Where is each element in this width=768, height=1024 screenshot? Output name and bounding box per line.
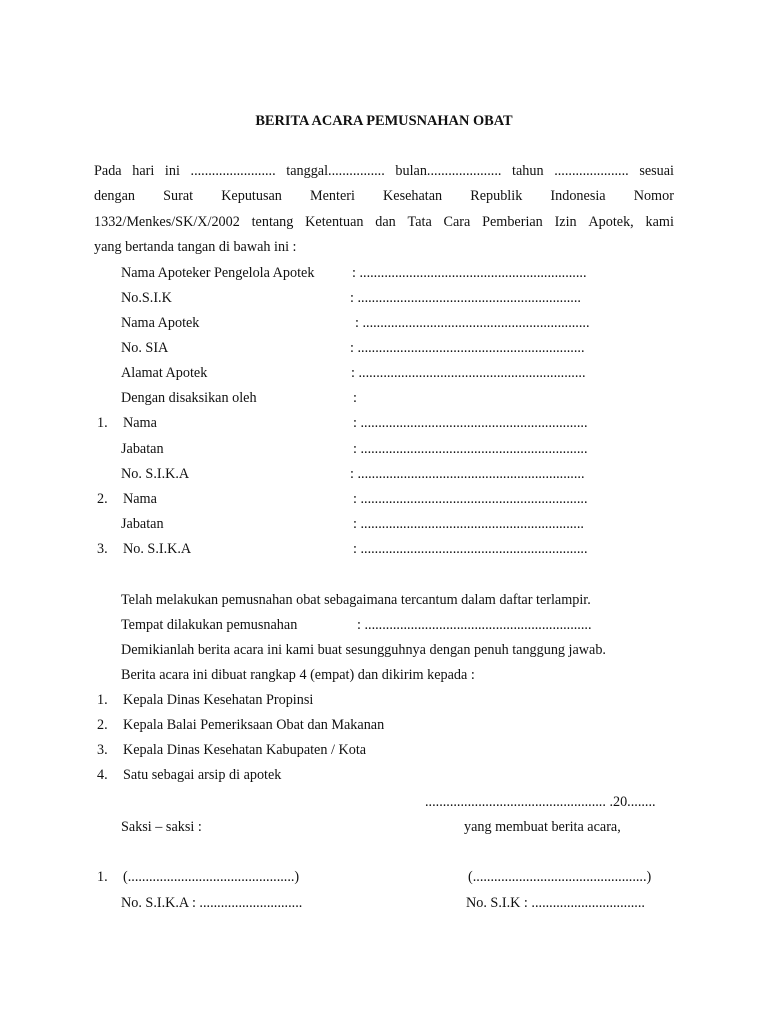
statement-demikian: Demikianlah berita acara ini kami buat sesungguhnya dengan penuh tanggung jawab. xyxy=(121,642,606,658)
intro-word: kami xyxy=(645,214,674,230)
field-value-disaksikan: : xyxy=(353,390,357,406)
intro-word: tanggal................ xyxy=(286,163,385,179)
intro-word: Indonesia xyxy=(550,188,606,204)
intro-line-2 xyxy=(94,189,674,203)
intro-word: Keputusan xyxy=(221,188,282,204)
field-label-apoteker: Nama Apoteker Pengelola Apotek xyxy=(121,265,315,281)
recipient-number: 4. xyxy=(97,767,108,783)
field-value-apoteker: : ................................................................ xyxy=(352,265,587,281)
signature-left: (...............................................) xyxy=(123,869,300,885)
intro-word: ........................ xyxy=(190,163,276,179)
intro-word: hari xyxy=(132,163,155,179)
intro-word: Nomor xyxy=(633,188,674,204)
intro-word: Surat xyxy=(163,188,194,204)
intro-word: Cara xyxy=(443,214,471,230)
witness-3-sika-label: No. S.I.K.A xyxy=(123,541,192,557)
witness-1-sika-value: : ................................................................ xyxy=(350,466,585,482)
signature-number: 1. xyxy=(97,869,108,885)
witness-1-nama-value: : ................................................................ xyxy=(353,415,588,431)
field-value-nama-apotek: : ................................................................ xyxy=(355,315,590,331)
recipient-number: 3. xyxy=(97,742,108,758)
intro-word: bulan..................... xyxy=(395,163,502,179)
intro-word: tentang xyxy=(251,214,294,230)
field-label-sik: No.S.I.K xyxy=(121,290,172,306)
witness-3-number: 3. xyxy=(97,541,108,557)
pembuat-label: yang membuat berita acara, xyxy=(464,819,621,835)
saksi-label: Saksi – saksi : xyxy=(121,819,202,835)
recipient-text: Satu sebagai arsip di apotek xyxy=(123,767,282,783)
field-value-sia: : ................................................................ xyxy=(350,340,585,356)
sika-left-line: No. S.I.K.A : ............................. xyxy=(121,895,303,911)
witness-2-number: 2. xyxy=(97,491,108,507)
intro-word: Apotek, xyxy=(588,214,634,230)
witness-1-jabatan-value: : ................................................................ xyxy=(353,441,588,457)
intro-word: tahun xyxy=(512,163,544,179)
witness-2-nama-value: : ................................................................ xyxy=(353,491,588,507)
intro-word: ini xyxy=(164,163,180,179)
intro-word: Menteri xyxy=(310,188,355,204)
intro-word: Republik xyxy=(470,188,523,204)
witness-2-jabatan-label: Jabatan xyxy=(121,516,164,532)
field-label-alamat: Alamat Apotek xyxy=(121,365,208,381)
tempat-label: Tempat dilakukan pemusnahan xyxy=(121,617,298,633)
witness-2-nama-label: Nama xyxy=(123,491,157,507)
recipient-text: Kepala Dinas Kesehatan Propinsi xyxy=(123,692,314,708)
field-label-disaksikan: Dengan disaksikan oleh xyxy=(121,390,257,406)
witness-1-jabatan-label: Jabatan xyxy=(121,441,164,457)
witness-2-jabatan-value: : ............................................................... xyxy=(353,516,584,532)
intro-word: Izin xyxy=(554,214,577,230)
document-title: BERITA ACARA PEMUSNAHAN OBAT xyxy=(255,113,513,129)
recipient-number: 2. xyxy=(97,717,108,733)
field-value-sik: : ............................................................... xyxy=(350,290,581,306)
field-value-alamat: : ................................................................ xyxy=(351,365,586,381)
intro-word: Tata xyxy=(407,214,432,230)
tempat-value: : ................................................................ xyxy=(357,617,592,633)
recipient-text: Kepala Dinas Kesehatan Kabupaten / Kota xyxy=(123,742,367,758)
intro-word: dengan xyxy=(94,188,135,204)
intro-word: dan xyxy=(375,214,396,230)
date-line: ................................................... .20........ xyxy=(425,794,656,810)
witness-3-sika-value: : ................................................................ xyxy=(353,541,588,557)
statement-telah: Telah melakukan pemusnahan obat sebagaimana tercantum dalam daftar terlampir. xyxy=(121,592,591,608)
signature-right: (.................................................) xyxy=(468,869,652,885)
witness-1-sika-label: No. S.I.K.A xyxy=(121,466,190,482)
intro-word: ..................... xyxy=(554,163,629,179)
intro-word: sesuai xyxy=(639,163,674,179)
intro-line-1 xyxy=(94,164,674,178)
intro-word: 1332/Menkes/SK/X/2002 xyxy=(94,214,240,230)
intro-line-3 xyxy=(94,215,674,229)
field-label-sia: No. SIA xyxy=(121,340,169,356)
statement-rangkap: Berita acara ini dibuat rangkap 4 (empat) dan dikirim kepada : xyxy=(121,667,475,683)
witness-1-number: 1. xyxy=(97,415,108,431)
recipient-text: Kepala Balai Pemeriksaan Obat dan Makanan xyxy=(123,717,385,733)
intro-line-4: yang bertanda tangan di bawah ini : xyxy=(94,239,297,255)
sik-right-line: No. S.I.K : ................................ xyxy=(466,895,645,911)
intro-word: Pemberian xyxy=(482,214,543,230)
recipient-number: 1. xyxy=(97,692,108,708)
intro-word: Ketentuan xyxy=(305,214,364,230)
witness-1-nama-label: Nama xyxy=(123,415,157,431)
intro-word: Kesehatan xyxy=(383,188,443,204)
field-label-nama-apotek: Nama Apotek xyxy=(121,315,200,331)
intro-word: Pada xyxy=(94,163,122,179)
